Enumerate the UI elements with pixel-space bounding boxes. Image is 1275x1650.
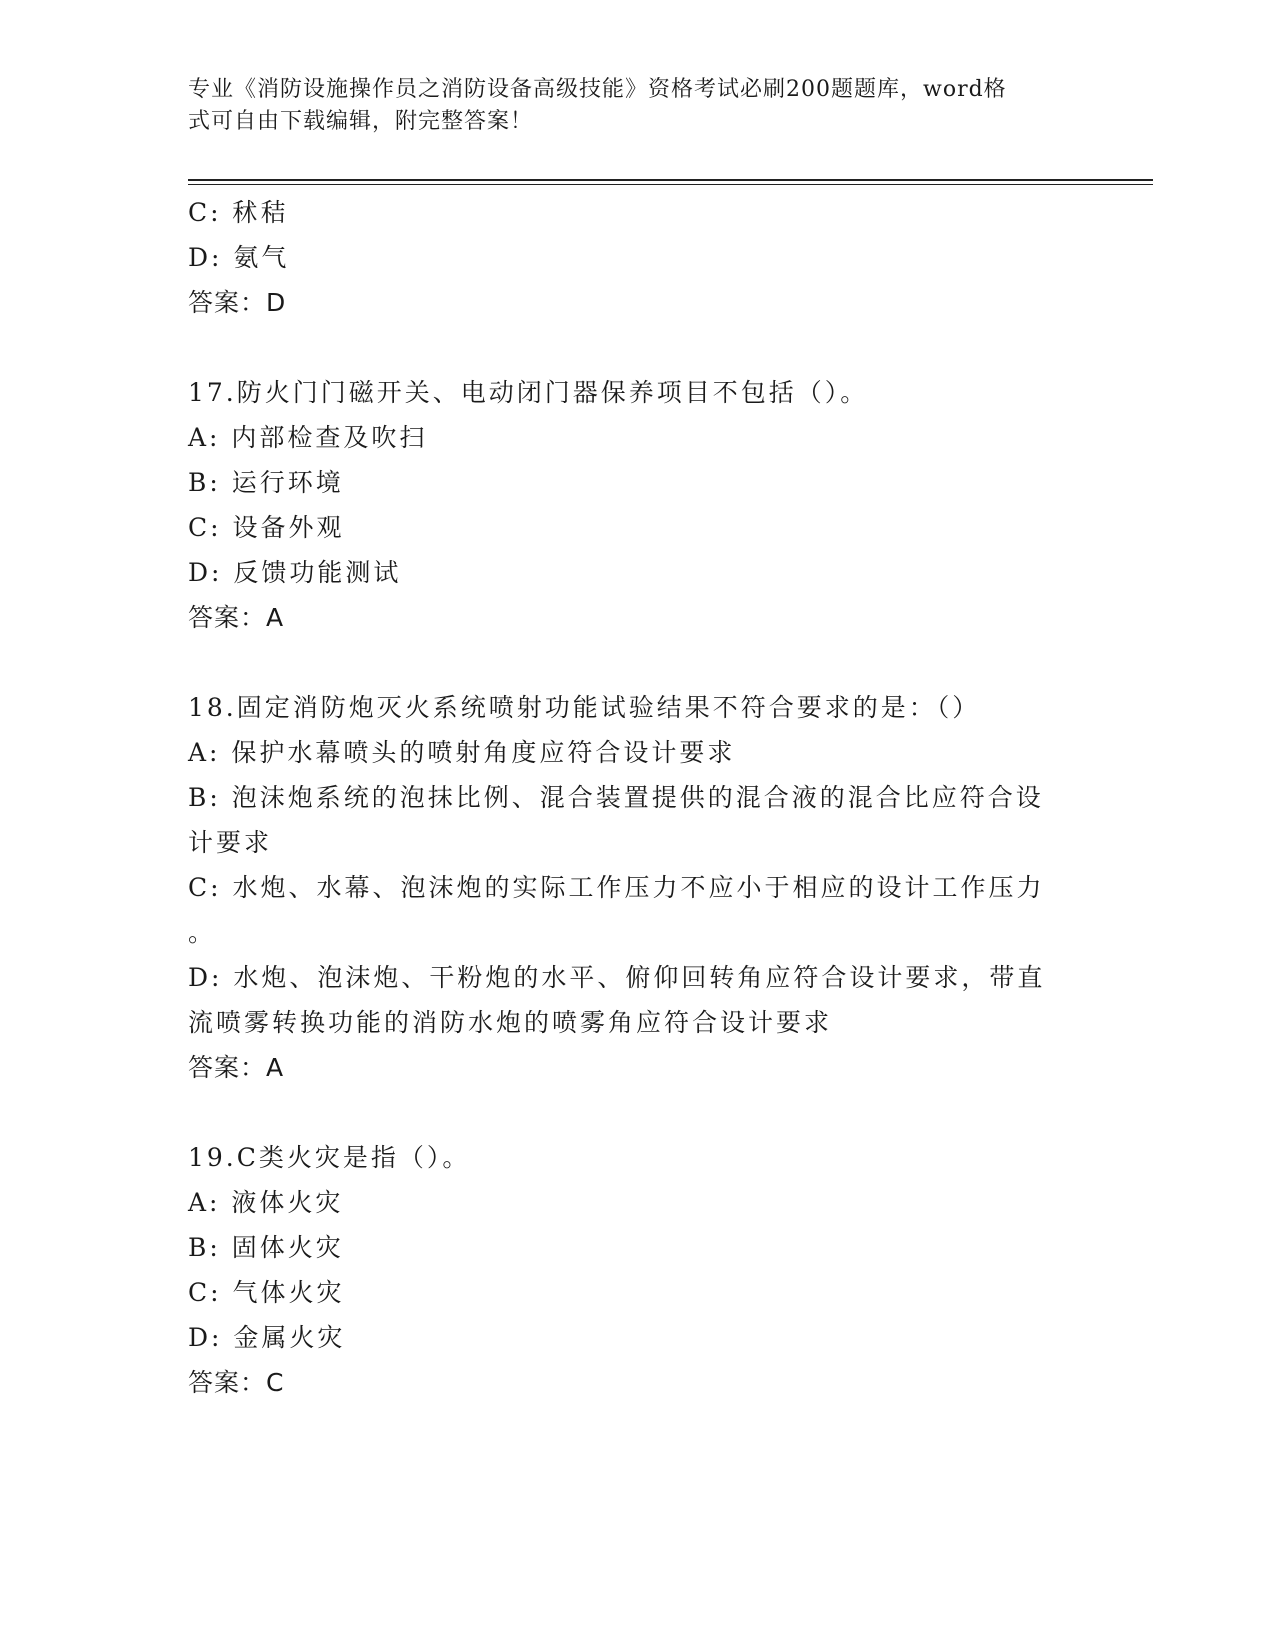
- option-b: B: 固体火灾: [188, 1233, 344, 1262]
- answer: 答案：A: [188, 603, 285, 632]
- document-header: [188, 74, 1068, 138]
- option-b-line-2: 计要求: [188, 828, 273, 857]
- option-a: A: 液体火灾: [188, 1188, 344, 1217]
- answer: 答案：D: [188, 288, 287, 317]
- header-line-2: 式可自由下载编辑，附完整答案！: [188, 109, 534, 134]
- option-d: D: 金属火灾: [188, 1323, 346, 1352]
- question-text: 19.C类火灾是指（）。: [188, 1143, 471, 1172]
- question-list: [188, 190, 1078, 1405]
- question-text: 18.固定消防炮灭火系统喷射功能试验结果不符合要求的是：（）: [188, 693, 981, 722]
- option-d-line-2: 流喷雾转换功能的消防水炮的喷雾角应符合设计要求: [188, 1008, 833, 1037]
- spacer: [188, 325, 1078, 370]
- header-divider-thick: [188, 179, 1153, 181]
- option-d: D: 反馈功能测试: [188, 558, 402, 587]
- option-c: C: 气体火灾: [188, 1278, 345, 1307]
- header-line-1: 专业《消防设施操作员之消防设备高级技能》资格考试必刷200题题库，word格: [188, 77, 1007, 102]
- answer: 答案：A: [188, 1053, 285, 1082]
- header-divider-thin: [188, 184, 1153, 185]
- option-c-line-1: C: 水炮、水幕、泡沫炮的实际工作压力不应小于相应的设计工作压力: [188, 873, 1045, 902]
- answer: 答案：C: [188, 1368, 285, 1397]
- option-d: D: 氨气: [188, 243, 290, 272]
- option-c: C: 秫秸: [188, 198, 289, 227]
- option-b-line-1: B: 泡沫炮系统的泡抹比例、混合装置提供的混合液的混合比应符合设: [188, 783, 1044, 812]
- option-a: A: 保护水幕喷头的喷射角度应符合设计要求: [188, 738, 736, 767]
- option-c-line-2: 。: [188, 918, 217, 947]
- option-c: C: 设备外观: [188, 513, 345, 542]
- spacer: [188, 640, 1078, 685]
- question-text: 17.防火门门磁开关、电动闭门器保养项目不包括（）。: [188, 378, 869, 407]
- question-17: [188, 370, 1078, 640]
- question-18: [188, 685, 1078, 1090]
- question-16-tail: [188, 190, 1078, 325]
- spacer: [188, 1090, 1078, 1135]
- option-a: A: 内部检查及吹扫: [188, 423, 428, 452]
- question-19: [188, 1135, 1078, 1405]
- option-d-line-1: D: 水炮、泡沫炮、干粉炮的水平、俯仰回转角应符合设计要求，带直: [188, 963, 1046, 992]
- option-b: B: 运行环境: [188, 468, 344, 497]
